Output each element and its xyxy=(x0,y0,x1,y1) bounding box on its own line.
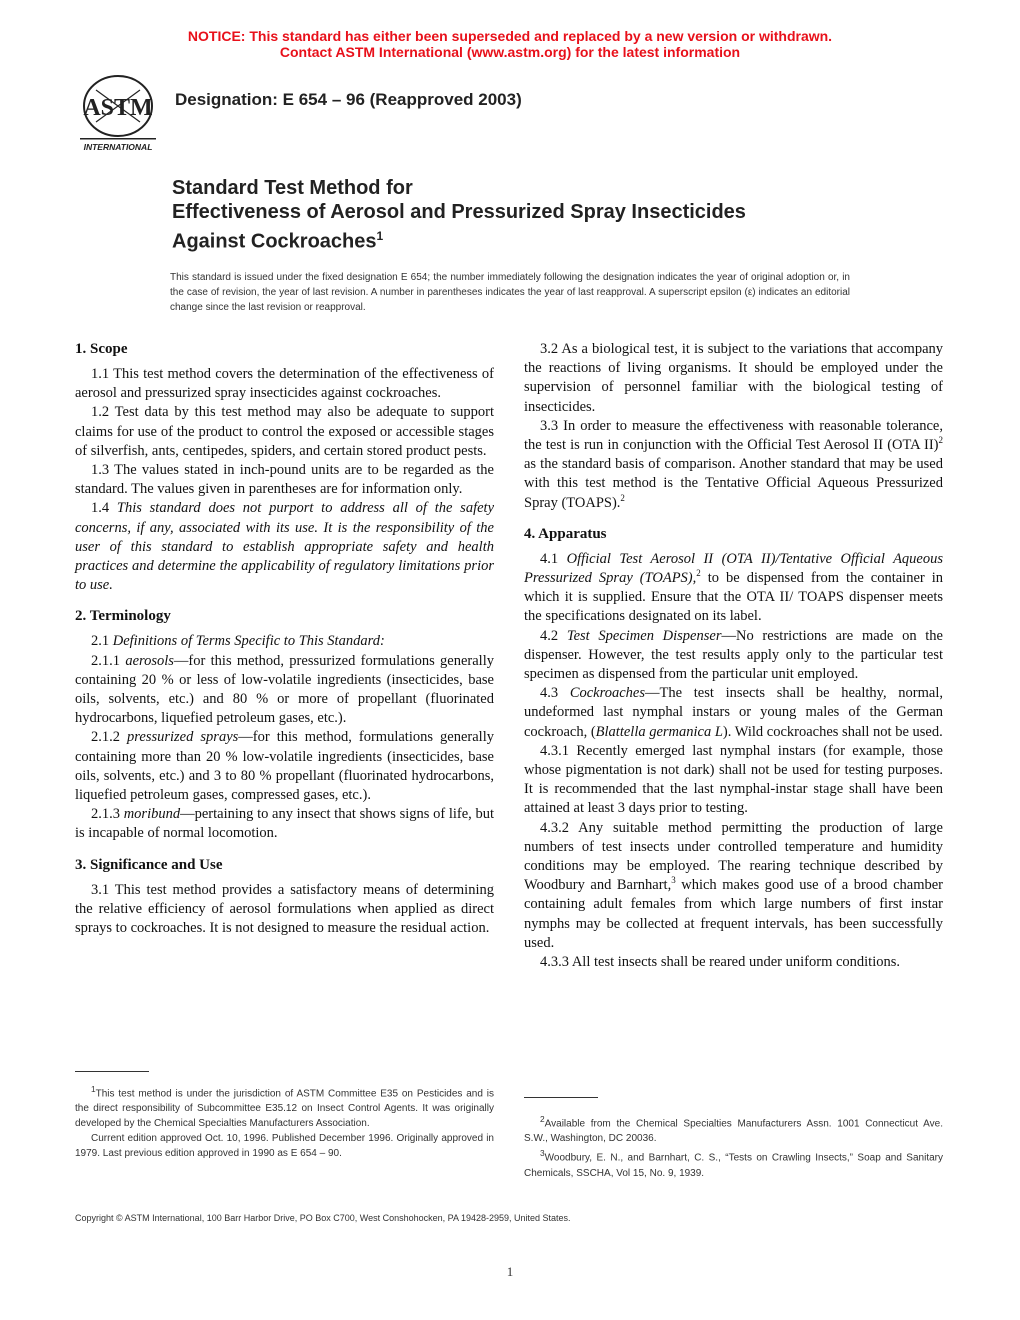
term-aerosols: aerosols xyxy=(125,652,174,669)
paragraph-1-2: 1.2 Test data by this test method may also be adequate to support claims for use of the product to control the exposed or accessible stages of silverfish, ants, centipedes, spiders, and certain stored product pests. xyxy=(75,404,494,459)
footnote-3-text: Woodbury, E. N., and Barnhart, C. S., “Tests on Crawling Insects,” Soap and Sanitary Chemicals, SSCHA, Vol 15, No. 9, 1939. xyxy=(524,1152,943,1179)
paragraph-4-2-text: —No restrictions are made on the dispenser. However, the test results apply only to the particular test specimen as dispensed from the particular unit employed. xyxy=(524,627,943,683)
title-line-3-text: Against Cockroaches xyxy=(172,230,377,253)
paragraph-2-1-number: 2.1 xyxy=(91,633,113,650)
footnote-ref-2b: 2 xyxy=(620,492,625,503)
paragraph-4-3-2-text-a: 4.3.2 Any suitable method permitting the production of large numbers of test insects under controlled temperature and humidity conditions may be employed. The rearing technique described by Woodbury and Barnhart, xyxy=(524,819,943,894)
title-line-1: Standard Test Method for xyxy=(172,177,413,199)
paragraph-4-3-text-b: ). Wild cockroaches shall not be used. xyxy=(722,723,943,740)
footnotes-right xyxy=(524,1112,943,1181)
right-column xyxy=(524,340,943,972)
section-heading-terminology: 2. Terminology xyxy=(75,608,171,625)
paragraph-4-3-number: 4.3 xyxy=(540,685,570,702)
footnote-ref-3: 3 xyxy=(671,875,676,886)
paragraph-4-2 xyxy=(524,627,943,685)
notice-line-1: NOTICE: This standard has either been superseded and replaced by a new version or withdrawn. xyxy=(187,28,833,44)
issuance-statement: This standard is issued under the fixed designation E 654; the number immediately following the designation indicates the year of original adoption or, in the case of revision, the year of last revision. A number in parentheses indicates the year of last reapproval. A superscript epsilon (ε) indicates an editorial change since the last revision or reapproval. xyxy=(170,272,850,313)
paragraph-1-4 xyxy=(75,499,494,595)
footnote-2 xyxy=(524,1112,943,1146)
paragraph-2-1-text: Definitions of Terms Specific to This Standard: xyxy=(112,633,385,650)
notice-line-2: Contact ASTM International (www.astm.org) for the latest information xyxy=(279,44,741,60)
paragraph-2-1-1 xyxy=(75,652,494,729)
logo-label: INTERNATIONAL xyxy=(83,142,153,152)
term-ota-toaps: Official Test Aerosol II (OTA II)/Tentative Official Aqueous Pressurized Spray (TOAPS), xyxy=(524,550,944,587)
footnote-3 xyxy=(524,1146,943,1180)
paragraph-4-3-2-text-b: which makes good use of a brood chamber containing adult females from which large numbers of first instar nymphs may be collected at frequent intervals, has been successfully used. xyxy=(524,877,943,951)
copyright-notice: Copyright © ASTM International, 100 Barr Harbor Drive, PO Box C700, West Conshohocken, PA 19428-2959, United States. xyxy=(75,1213,571,1223)
paragraph-3-3-text-b: as the standard basis of comparison. Another standard that may be used with this test method is the Tentative Official Aqueous Pressurized Spray (TOAPS). xyxy=(524,456,943,511)
term-moribund: moribund xyxy=(123,806,181,823)
astm-logo xyxy=(76,72,160,154)
left-column xyxy=(75,340,494,938)
paragraph-4-2-number: 4.2 xyxy=(540,627,567,644)
paragraph-4-3-3: 4.3.3 All test insects shall be reared under uniform conditions. xyxy=(540,954,901,971)
footnotes-left xyxy=(75,1082,494,1161)
footnote-rule-right xyxy=(524,1097,598,1098)
paragraph-2-1 xyxy=(75,632,494,651)
paragraph-2-1-2 xyxy=(75,728,494,805)
paragraph-4-1-text: to be dispensed from the container in which it is supplied. Ensure that the OTA II/ TOAPS dispenser meets the specifications designated on its label. xyxy=(524,570,943,625)
term-test-specimen-dispenser: Test Specimen Dispenser xyxy=(566,627,722,644)
footnote-1-text: This test method is under the jurisdiction of ASTM Committee E35 on Pesticides and is the direct responsibility of Subcommittee E35.12 on Insect Control Agents. It was originally developed by the Chemical Specialties Manufacturers Association. xyxy=(75,1088,494,1130)
footnote-1-mark: 1 xyxy=(91,1084,96,1094)
section-heading-scope: 1. Scope xyxy=(75,341,128,357)
title-line-2: Effectiveness of Aerosol and Pressurized Spray Insecticides xyxy=(172,201,746,223)
paragraph-3-3 xyxy=(524,417,943,513)
footnote-3-mark: 3 xyxy=(540,1148,545,1159)
paragraph-1-3: 1.3 The values stated in inch-pound units are to be regarded as the standard. The values given in parentheses are for information only. xyxy=(75,462,494,498)
paragraph-2-1-1-number: 2.1.1 xyxy=(91,652,126,669)
definition-pressurized-sprays: —for this method, formulations generally containing more than 20 % low-volatile ingredients (insecticides, base oils, solvents, etc.) and 3 to 80 % propellant (fluorinated hydrocarbons, liquefied petroleum gases, compressed gases, etc.). xyxy=(75,729,494,804)
paragraph-2-1-2-number: 2.1.2 xyxy=(91,729,128,746)
designation: Designation: E 654 – 96 (Reapproved 2003) xyxy=(175,90,522,109)
footnote-1-current-edition: Current edition approved Oct. 10, 1996. Published December 1996. Originally approved in 1979. Last previous edition approved in 1990 as E 654 – 90. xyxy=(75,1133,494,1160)
paragraph-2-1-3-number: 2.1.3 xyxy=(91,806,124,823)
definition-aerosols: —for this method, pressurized formulations generally containing 20 % or less of low-volatile ingredients (insecticides, base oils, solvents, etc.) and 80 % or more of propellant (fluorinated hydrocarbons, liquefied petroleum gases, etc.). xyxy=(75,652,494,727)
page-number: 1 xyxy=(506,1264,514,1279)
paragraph-4-3-2 xyxy=(524,819,943,953)
footnote-2-text: Available from the Chemical Specialties Manufacturers Assn. 1001 Connecticut Ave. S.W., Washington, DC 20036. xyxy=(524,1118,943,1145)
species-name: Blattella germanica L xyxy=(595,723,723,740)
paragraph-1-1: 1.1 This test method covers the determination of the effectiveness of aerosol and pressurized spray insecticides against cockroaches. xyxy=(75,366,494,402)
term-pressurized-sprays: pressurized sprays xyxy=(127,729,239,746)
title-footnote-mark: 1 xyxy=(376,229,384,243)
footnote-1 xyxy=(75,1082,494,1131)
paragraph-3-2: 3.2 As a biological test, it is subject to the variations that accompany the reactions of living organisms. It should be employed under the supervision of personnel familiar with the biological testing of insecticides. xyxy=(524,341,943,415)
term-cockroaches: Cockroaches xyxy=(569,685,645,702)
section-heading-significance: 3. Significance and Use xyxy=(75,856,223,873)
paragraph-1-4-number: 1.4 xyxy=(91,500,117,517)
withdrawal-notice xyxy=(0,28,1020,60)
footnote-rule-left xyxy=(75,1071,149,1072)
paragraph-4-3-text-a: —The test insects shall be healthy, normal, undeformed last nymphal instars or young males of the German cockroach, ( xyxy=(524,685,943,740)
title-line-3 xyxy=(172,224,952,254)
paragraph-4-3-1: 4.3.1 Recently emerged last nymphal instars (for example, those whose pigmentation is not dark) shall not be used for testing purposes. It is recommended that the last nymphal-instar stage shall have been attained at least 3 days prior to testing. xyxy=(524,742,943,817)
logo-mark: ASTM xyxy=(83,95,153,121)
paragraph-4-3 xyxy=(524,684,943,742)
paragraph-3-1: 3.1 This test method provides a satisfactory means of determining the relative efficiency of aerosol formulations when applied as direct sprays to cockroaches. It is not designed to measure the residual action. xyxy=(75,881,494,937)
footnote-ref-2c: 2 xyxy=(696,568,701,579)
document-title xyxy=(172,176,952,254)
footnote-2-mark: 2 xyxy=(540,1114,545,1124)
paragraph-3-3-text-a: 3.3 In order to measure the effectiveness with reasonable tolerance, the test is run in conjunction with the Official Test Aerosol II (OTA II) xyxy=(524,417,943,454)
definition-moribund: —pertaining to any insect that shows signs of life, but is incapable of normal locomotion. xyxy=(75,806,495,842)
paragraph-2-1-3 xyxy=(75,805,494,843)
section-heading-apparatus: 4. Apparatus xyxy=(524,525,607,542)
paragraph-1-4-text: This standard does not purport to address all of the safety concerns, if any, associated with its use. It is the responsibility of the user of this standard to establish appropriate safety and health practices and determine the applicability of regulatory limitations prior to use. xyxy=(75,500,495,594)
footnote-ref-2a: 2 xyxy=(938,435,943,446)
paragraph-4-1-number: 4.1 xyxy=(540,550,567,567)
paragraph-4-1 xyxy=(524,550,943,627)
